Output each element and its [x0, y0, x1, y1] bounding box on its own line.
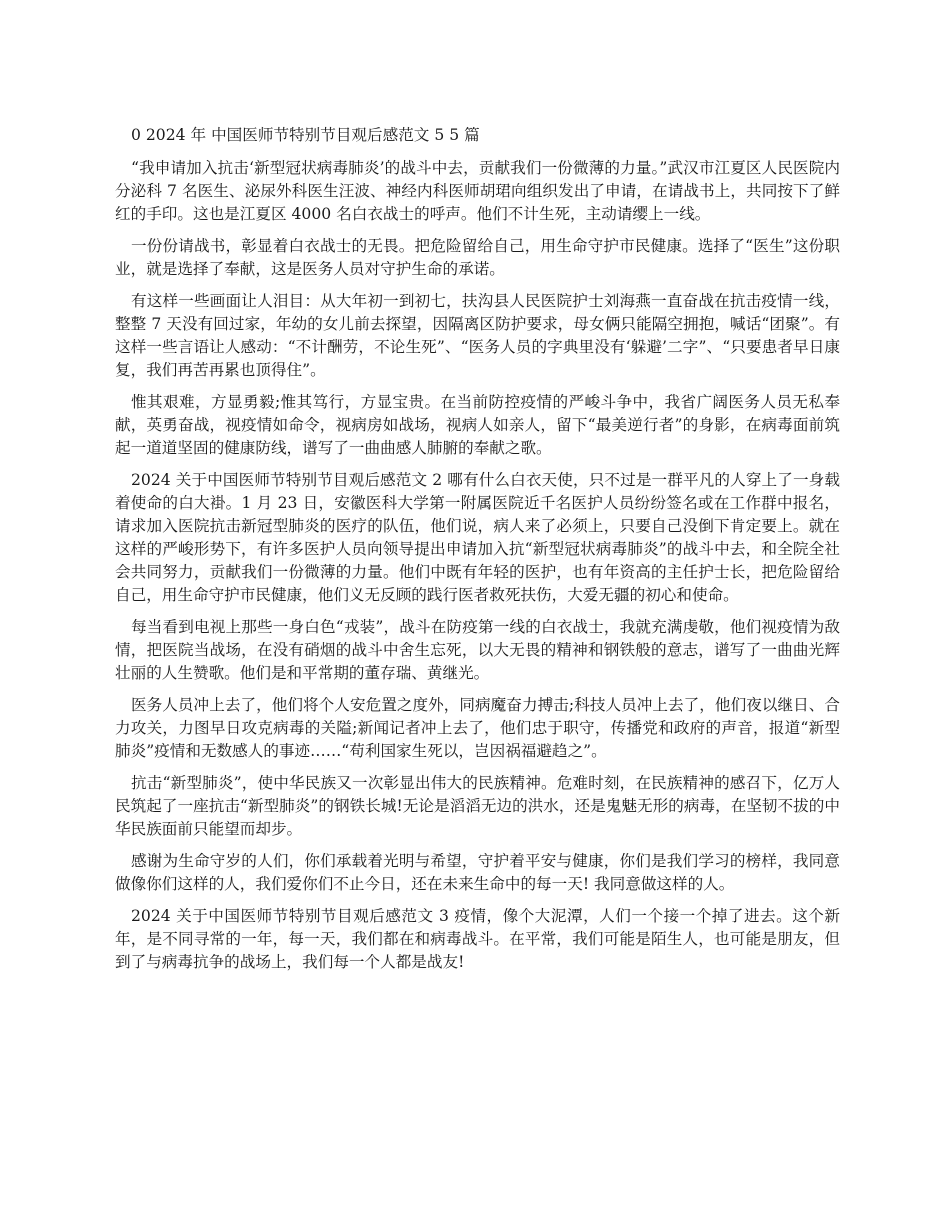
paragraph-5: 2024 关于中国医师节特别节目观后感范文 2 哪有什么白衣天使，只不过是一群平凡的人穿上了一身载着使命的白大褂。1 月 23 日，安徽医科大学第一附属医院近千名医护人员纷纷签名或在工作群中报名，请求加入医院抗击新冠型肺炎的医疗的队伍，他们说，病人来了必须上，只要自己没倒下肯定要上。就在这样的严峻形势下，有许多医护人员向领导提出申请加入抗“新型冠状病毒肺炎”的战斗中去，和全院全社会共同努力，贡献我们一份微薄的力量。他们中既有年轻的医护，也有年资高的主任护士长，把危险留给自己，用生命守护市民健康，他们义无反顾的践行医者救死扶伤，大爱无疆的初心和使命。: [115, 471, 840, 604]
paragraph-8: 抗击“新型肺炎”，使中华民族又一次彰显出伟大的民族精神。危难时刻，在民族精神的感召下，亿万人民筑起了一座抗击“新型肺炎”的钢铁长城!无论是滔滔无边的洪水，还是鬼魅无形的病毒，在坚韧不拔的中华民族面前只能望而却步。: [115, 774, 840, 838]
paragraph-6: 每当看到电视上那些一身白色“戎装”，战斗在防疫第一线的白衣战士，我就充满虔敬，他们视疫情为敌情，把医院当战场，在没有硝烟的战斗中舍生忘死，以大无畏的精神和钢铁般的意志，谱写了一曲曲光辉壮丽的人生赞歌。他们是和平常期的董存瑞、黄继光。: [115, 618, 840, 682]
paragraph-9: 感谢为生命守岁的人们，你们承载着光明与希望，守护着平安与健康，你们是我们学习的榜样，我同意做像你们这样的人，我们爱你们不止今日，还在未来生命中的每一天! 我同意做这样的人。: [115, 852, 840, 893]
document-title: 0 2024 年 中国医师节特别节目观后感范文 5 5 篇: [131, 126, 480, 144]
document-page: [115, 124, 840, 983]
paragraph-10: 2024 关于中国医师节特别节目观后感范文 3 疫情，像个大泥潭，人们一个接一个掉了进去。这个新年，是不同寻常的一年，每一天，我们都在和病毒战斗。在平常，我们可能是陌生人，也可能是朋友，但到了与病毒抗争的战场上，我们每一个人都是战友!: [115, 907, 840, 971]
paragraph-1: “我申请加入抗击‘新型冠状病毒肺炎’的战斗中去，贡献我们一份微薄的力量。”武汉市江夏区人民医院内分泌科 7 名医生、泌尿外科医生汪波、神经内科医师胡珺向组织发出了申请，在请战书上，共同按下了鲜红的手印。这也是江夏区 4000 名白衣战士的呼声。他们不计生死，主动请缨上一线。: [115, 159, 840, 223]
paragraph-3: 有这样一些画面让人泪目：从大年初一到初七，扶沟县人民医院护士刘海燕一直奋战在抗击疫情一线，整整 7 天没有回过家，年幼的女儿前去探望，因隔离区防护要求，母女俩只能隔空拥抱，喊话“团聚”。有这样一些言语让人感动：“不计酬劳，不论生死”、“医务人员的字典里没有‘躲避’二字”、“只要患者早日康复，我们再苦再累也顶得住”。: [115, 292, 840, 379]
paragraph-2: 一份份请战书，彰显着白衣战士的无畏。把危险留给自己，用生命守护市民健康。选择了“医生”这份职业，就是选择了奉献，这是医务人员对守护生命的承诺。: [115, 237, 840, 278]
paragraph-4: 惟其艰难，方显勇毅;惟其笃行，方显宝贵。在当前防控疫情的严峻斗争中，我省广阔医务人员无私奉献，英勇奋战，视疫情如命令，视病房如战场，视病人如亲人，留下“最美逆行者”的身影，在病毒面前筑起一道道坚固的健康防线，谱写了一曲曲感人肺腑的奉献之歌。: [115, 393, 840, 457]
paragraph-7: 医务人员冲上去了，他们将个人安危置之度外，同病魔奋力搏击;科技人员冲上去了，他们夜以继日、合力攻关，力图早日攻克病毒的关隘;新闻记者冲上去了，他们忠于职守，传播党和政府的声音，报道“新型肺炎”疫情和无数感人的事迹……“苟利国家生死以，岂因祸福避趋之”。: [115, 696, 840, 760]
